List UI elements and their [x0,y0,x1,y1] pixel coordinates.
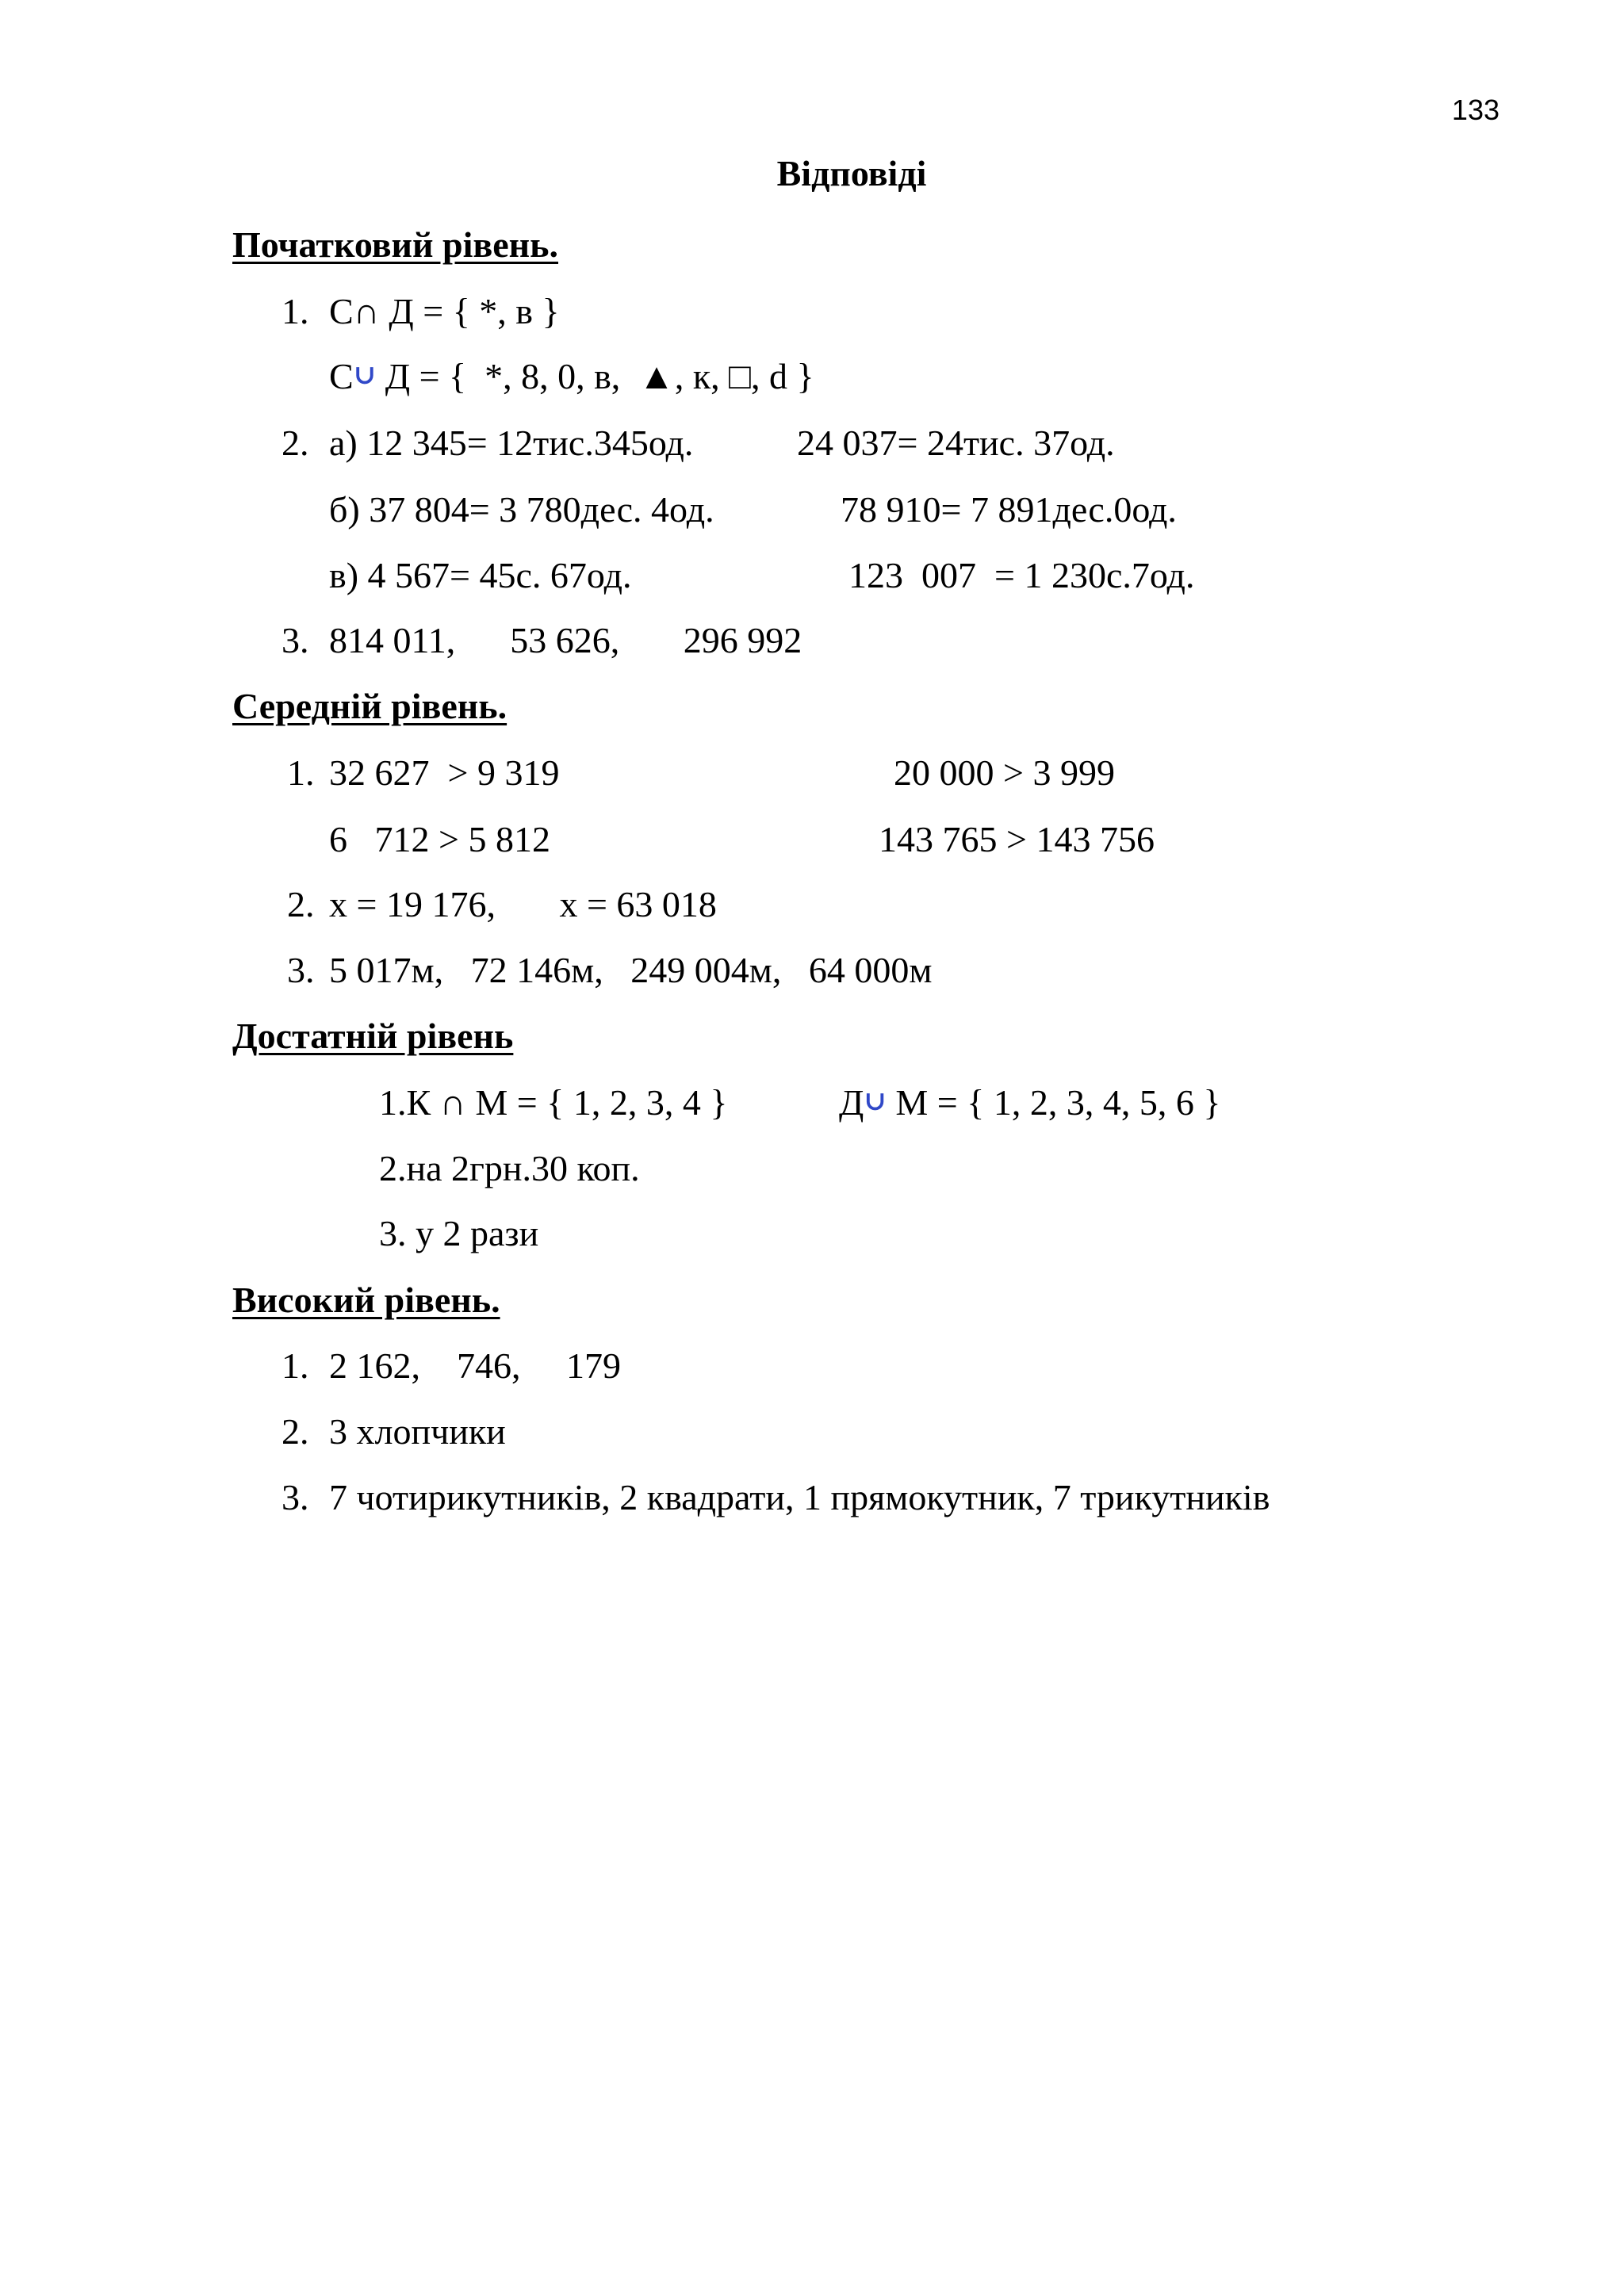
answer-number: 2. [282,1411,309,1452]
answer-text: 814 011, 53 626, 296 992 [329,620,802,660]
page-title: Відповіді [776,153,927,193]
answer-number: 3. [287,950,315,990]
set-name: С [329,356,354,396]
answer-text: 7 чотирикутників, 2 квадрати, 1 прямокутник, 7 трикутників [329,1477,1270,1517]
answer-number: 3. [282,1477,309,1517]
answer-text: 24 037= 24тис. 37од. [797,423,1115,463]
answer-text: 6 712 > 5 812 [329,819,550,859]
answer-text: 2.на 2грн.30 коп. [379,1148,640,1188]
answer-number: 1. [282,1345,309,1386]
answer-text: 1.К ∩ М = { 1, 2, 3, 4 } [379,1082,728,1123]
answer-text: в) 4 567= 45с. 67од. [329,555,632,595]
answer-text: 2 162, 746, 179 [329,1345,621,1386]
answer-text: 78 910= 7 891дес.0од. [841,489,1177,530]
answer-text [329,358,814,395]
section-heading-sufficient: Достатній рівень [232,1016,514,1056]
answer-text: 143 765 > 143 756 [879,819,1155,859]
answer-text: С∩ Д = { *, в } [329,291,560,331]
section-heading-high: Високий рівень. [232,1280,500,1320]
answer-number: 1. [282,291,309,331]
section-heading-initial: Початковий рівень. [232,224,558,265]
answer-number: 2. [282,423,309,463]
answer-number: 3. [282,620,309,660]
answer-text: 20 000 > 3 999 [894,752,1115,793]
answer-text: 32 627 > 9 319 [329,752,560,793]
answer-text [839,1082,1221,1123]
section-heading-middle: Середній рівень. [232,686,508,726]
answer-text: а) 12 345= 12тис.345од. [329,423,694,463]
answer-text: x = 19 176, x = 63 018 [329,884,717,924]
answer-number: 2. [287,884,315,924]
union-symbol-icon: ∪ [353,361,377,390]
union-symbol-icon: ∪ [864,1087,887,1116]
answer-text: 123 007 = 1 230с.7од. [848,555,1195,595]
answer-text: б) 37 804= 3 780дес. 4од. [329,489,714,530]
page-number: 133 [1451,94,1500,126]
answer-text: 3. у 2 рази [379,1213,539,1253]
answer-text: 5 017м, 72 146м, 249 004м, 64 000м [329,950,933,990]
set-expression: Д = { *, 8, 0, в, ▲, к, □, d } [376,356,814,396]
answer-text: 3 хлопчики [329,1411,506,1452]
set-expression: М = { 1, 2, 3, 4, 5, 6 } [886,1082,1221,1123]
set-name: Д [839,1082,864,1123]
answer-number: 1. [287,752,315,793]
